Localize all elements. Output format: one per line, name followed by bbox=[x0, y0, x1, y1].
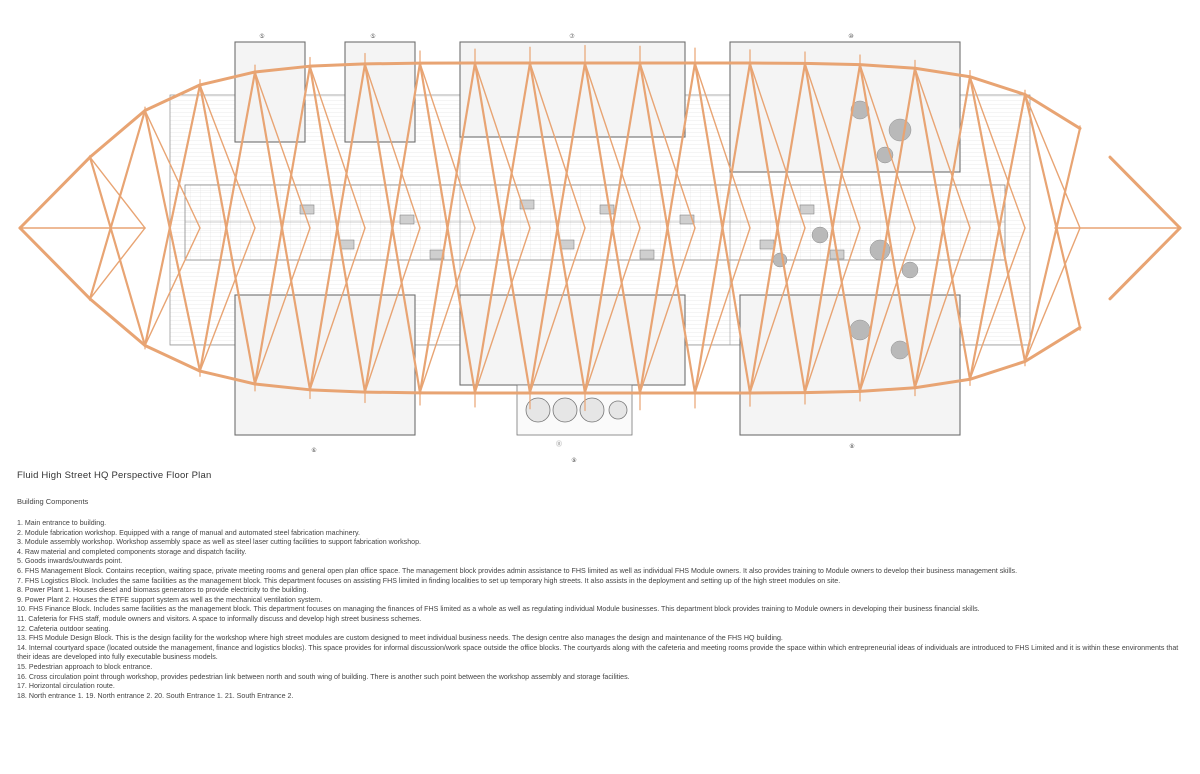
fabrication-machine bbox=[340, 240, 354, 249]
truss-member bbox=[805, 63, 860, 64]
component-item: 16. Cross circulation point through workshop, provides pedestrian link between north and south wing of building. There is another such point between the workshop assembly and storage facilities. bbox=[17, 672, 630, 681]
truss-member bbox=[365, 392, 420, 393]
truss-member bbox=[90, 157, 145, 345]
logistics-block bbox=[460, 42, 685, 137]
building-components-list bbox=[17, 519, 1187, 701]
section-marker: ⑤ bbox=[259, 33, 265, 40]
section-marker: ⑨ bbox=[571, 457, 577, 464]
truss-member bbox=[90, 110, 145, 298]
fabrication-machine bbox=[600, 205, 614, 214]
component-item: 1. Main entrance to building. bbox=[17, 519, 107, 527]
component-item: 2. Module fabrication workshop. Equipped with a range of manual and automated steel fabrication machinery. bbox=[17, 528, 360, 537]
component-item: 5. Goods inwards/outwards point. bbox=[17, 557, 123, 566]
fabrication-machine bbox=[640, 250, 654, 259]
plan-title: Fluid High Street HQ Perspective Floor Plan bbox=[17, 470, 212, 481]
truss-member bbox=[1110, 228, 1180, 299]
fabrication-machine bbox=[400, 215, 414, 224]
section-marker: ⑥ bbox=[311, 447, 317, 454]
component-item: 8. Power Plant 1. Houses diesel and biomass generators to provide electricity to the building. bbox=[17, 586, 309, 595]
truss-member bbox=[1110, 157, 1180, 228]
component-item: 11. Cafeteria for FHS staff, module owners and visitors. A space to informally discuss and develop high street business schemes. bbox=[17, 614, 422, 623]
component-item: 12. Cafeteria outdoor seating. bbox=[17, 624, 111, 633]
component-item: 18. North entrance 1. 19. North entrance 2. 20. South Entrance 1. 21. South Entrance 2. bbox=[17, 691, 294, 700]
truss-member bbox=[970, 361, 1025, 379]
component-item: 7. FHS Logistics Block. Includes the same facilities as the management block. This department focuses on assisting FHS limited in finding localities to set up temporary high streets. It also assists in the deployment and setting up of the high street modules on site. bbox=[17, 576, 841, 585]
truss-member bbox=[20, 228, 90, 299]
component-item: 13. FHS Module Design Block. This is the design facility for the workshop where high street modules are custom designed to meet individual business needs. The design centre also manages the design and maintenance of the FHS HQ building. bbox=[17, 634, 783, 643]
truss-member bbox=[805, 391, 860, 392]
power-plant-2-block bbox=[345, 42, 415, 142]
truss-member bbox=[365, 63, 420, 64]
truss-member bbox=[90, 299, 145, 346]
cafeteria-block bbox=[460, 295, 685, 385]
truss-member bbox=[1025, 328, 1080, 362]
fabrication-machine bbox=[760, 240, 774, 249]
component-item: 15. Pedestrian approach to block entrance. bbox=[17, 662, 153, 671]
truss-member bbox=[20, 157, 90, 228]
truss-member bbox=[970, 77, 1025, 95]
truss-member bbox=[90, 228, 145, 299]
plan-subtitle: Building Components bbox=[17, 497, 89, 506]
section-marker: ⑦ bbox=[569, 33, 575, 40]
fabrication-machine bbox=[560, 240, 574, 249]
truss-member bbox=[1025, 95, 1080, 328]
component-item: 9. Power Plant 2. Houses the ETFE support system as well as the mechanical ventilation system. bbox=[17, 595, 323, 604]
component-item: 14. Internal courtyard space (located outside the management, finance and logistics blocks). This space provides for informal discussion/work space outside the office blocks. The courtyards along with the cafeteria and meeting rooms provide the space within which entrepreneurial ideas of individuals are introduced to FHS Limited and it is within these environments that their ideas are developed into fully executable business models. bbox=[17, 643, 1179, 662]
truss-member bbox=[1025, 95, 1080, 129]
component-item: 17. Horizontal circulation route. bbox=[17, 682, 115, 691]
component-item: 10. FHS Finance Block. Includes same facilities as the management block. This department focuses on managing the finances of FHS limited as a whole as well as regulating individual Module businesses. This department block provides training to Module owners in developing their business financial skills. bbox=[17, 605, 980, 614]
truss-member bbox=[90, 157, 145, 228]
component-item: 4. Raw material and completed components storage and dispatch facility. bbox=[17, 547, 247, 556]
component-item: 6. FHS Management Block. Contains reception, waiting space, private meeting rooms and general open plan office space. The management block provides admin assistance to FHS limited as well as individual FHS Module owners. It also provides training to Module owners to develop their business management skills. bbox=[17, 566, 1018, 575]
component-item: 3. Module assembly workshop. Workshop assembly space as well as steel laser cutting facilities to support fabrication workshop. bbox=[17, 538, 422, 547]
fabrication-machine bbox=[800, 205, 814, 214]
section-marker: ⑧ bbox=[849, 443, 855, 450]
section-marker: ⑩ bbox=[848, 33, 854, 40]
truss-member bbox=[1025, 128, 1080, 361]
section-marker: ⑪ bbox=[555, 441, 563, 448]
truss-member bbox=[145, 346, 200, 372]
truss-member bbox=[90, 110, 145, 157]
section-marker: ⑤ bbox=[370, 33, 376, 40]
